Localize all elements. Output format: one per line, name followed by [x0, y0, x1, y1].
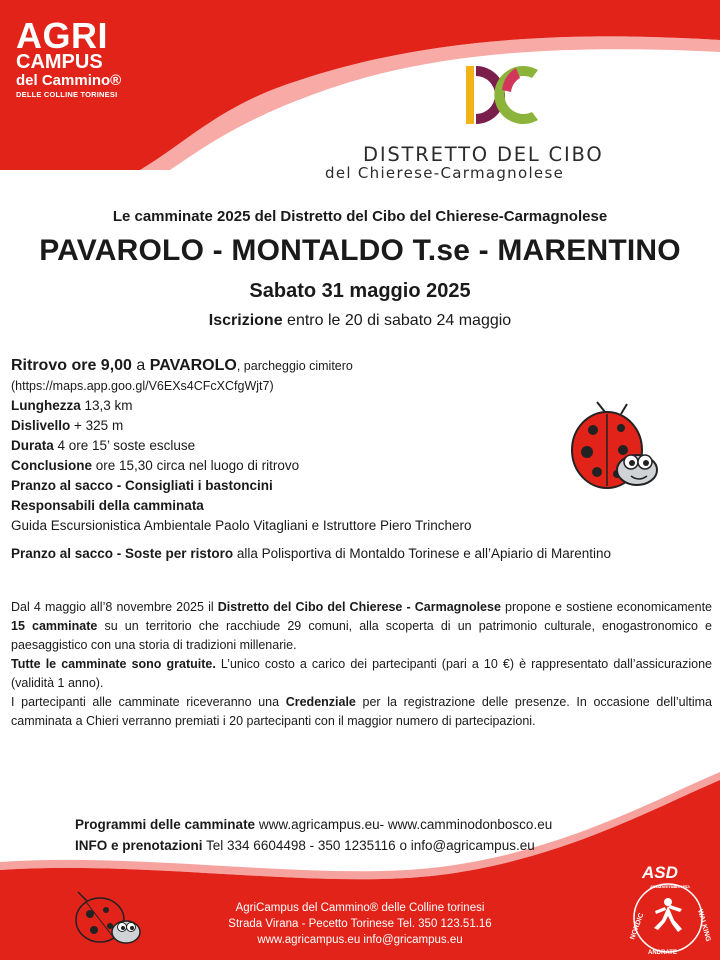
p3-text-a: I partecipanti alle camminate riceveranno una — [11, 695, 286, 709]
pranzo-line — [11, 476, 571, 496]
event-registration — [0, 312, 720, 330]
dislivello-line — [11, 416, 571, 436]
ritrovo-line — [11, 356, 571, 396]
description-paragraph-3 — [11, 693, 712, 731]
responsabili-heading-line — [11, 496, 571, 516]
p3-text-b: Credenziale — [285, 695, 356, 709]
ladybug-illustration-icon — [565, 400, 665, 500]
programmi-line — [75, 814, 552, 835]
p3-text-c: per la registrazione delle presenze. In occasione dell’ultima camminata a Chieri verranno premiati i 20 partecipanti con il maggior numero di partecipazioni. — [11, 695, 712, 728]
description-paragraph-1 — [11, 598, 712, 655]
pranzo-soste-label: Pranzo al sacco - Soste per ristoro — [11, 546, 234, 561]
footer-line-3[interactable]: www.agricampus.eu info@gricampus.eu — [257, 934, 463, 946]
asd-ring-left: NORDIC — [629, 912, 646, 941]
programmi-links[interactable]: www.agricampus.eu- www.camminodonbosco.eu — [255, 817, 553, 832]
lunghezza-label: Lunghezza — [11, 398, 81, 413]
pranzo-text: Pranzo al sacco - Consigliati i bastoncini — [11, 478, 273, 493]
footer-address — [180, 900, 540, 948]
responsabili-label: Responsabili della camminata — [11, 498, 204, 513]
p2-text-b: L’unico costo a carico dei partecipanti (pari a 10 €) è rappresentato dall’assicurazione (validità 1 anno). — [11, 657, 712, 690]
description-block — [11, 598, 712, 731]
asd-ring-bottom: ANDRATE — [648, 950, 677, 956]
p1-text-b: Distretto del Cibo del Chierese - Carmagnolese — [217, 600, 501, 614]
ritrovo-mid: a — [131, 357, 150, 374]
lunghezza-value: 13,3 km — [80, 398, 133, 413]
district-subtitle: del Chierese-Carmagnolese — [325, 164, 565, 182]
asd-ring-right: WALKING — [696, 908, 712, 943]
p1-text-c: propone e sostiene economicamente — [500, 600, 712, 614]
ritrovo-text: , parcheggio cimitero — [236, 359, 353, 373]
conclusione-label: Conclusione — [11, 458, 93, 473]
logo-line-agri: AGRI — [16, 15, 108, 56]
programmi-label: Programmi delle camminate — [75, 817, 256, 832]
info-line — [75, 835, 552, 856]
info-label: INFO e prenotazioni — [75, 838, 203, 853]
durata-label: Durata — [11, 438, 54, 453]
p1-text-d: 15 camminate — [11, 619, 98, 633]
event-date: Sabato 31 maggio 2025 — [249, 280, 471, 302]
registration-text: entro le 20 di sabato 24 maggio — [282, 312, 512, 329]
conclusione-value: ore 15,30 circa nel luogo di ritrovo — [92, 458, 300, 473]
info-contacts[interactable]: Tel 334 6604498 - 350 1235116 o info@agricampus.eu — [202, 838, 535, 853]
asd-text: ASD — [642, 863, 678, 882]
lunghezza-line — [11, 396, 571, 416]
p1-text-e: su un territorio che racchiude 29 comuni, alla scoperta di un patrimonio culturale, enogastronomico e paesaggistico con una storia di tradizioni millenarie. — [11, 619, 712, 652]
responsabili-value: Guida Escursionistica Ambientale Paolo Vitagliani e Istruttore Piero Trinchero — [11, 518, 472, 533]
pranzo-soste-line — [11, 546, 716, 561]
durata-line — [11, 436, 571, 456]
agricampus-logo — [16, 15, 136, 99]
durata-value: 4 ore 15’ soste escluse — [53, 438, 196, 453]
asd-ring-top: ASSOCIAZIONE SPORTIVA DILETTANTISTICA — [650, 884, 690, 889]
distretto-cibo-logo-icon — [462, 60, 542, 130]
ritrovo-map-link[interactable]: (https://maps.app.goo.gl/V6EXs4CFcXCfgWjt7) — [11, 379, 274, 393]
description-paragraph-2 — [11, 655, 712, 693]
ladybug-small-icon — [68, 888, 150, 950]
walk-details — [11, 356, 571, 536]
logo-line-colline: DELLE COLLINE TORINESI — [16, 90, 118, 99]
logo-line-del-cammino: del Cammino® — [16, 72, 122, 89]
asd-nordic-walking-logo-icon — [612, 856, 716, 956]
event-subtitle: Le camminate 2025 del Distretto del Cibo del Chierese-Carmagnolese — [112, 208, 608, 225]
registration-label: Iscrizione — [208, 312, 283, 329]
dislivello-label: Dislivello — [11, 418, 71, 433]
event-route: PAVAROLO - MONTALDO T.se - MARENTINO — [39, 234, 681, 267]
district-title: DISTRETTO DEL CIBO — [363, 143, 604, 166]
ritrovo-label: Ritrovo ore 9,00 — [11, 357, 132, 374]
footer-line-1: AgriCampus del Cammino® delle Colline torinesi — [235, 902, 485, 914]
ritrovo-place: PAVAROLO — [149, 357, 237, 374]
p1-text-a: Dal 4 maggio all’8 novembre 2025 il — [11, 600, 218, 614]
logo-line-campus: CAMPUS — [16, 51, 103, 73]
dislivello-value: + 325 m — [70, 418, 124, 433]
contacts-block — [75, 814, 552, 856]
pranzo-soste-text: alla Polisportiva di Montaldo Torinese e all’Apiario di Marentino — [233, 546, 612, 561]
p2-text-a: Tutte le camminate sono gratuite. — [11, 657, 216, 671]
footer-line-2: Strada Virana - Pecetto Torinese Tel. 350 123.51.16 — [228, 918, 492, 930]
conclusione-line — [11, 456, 571, 476]
